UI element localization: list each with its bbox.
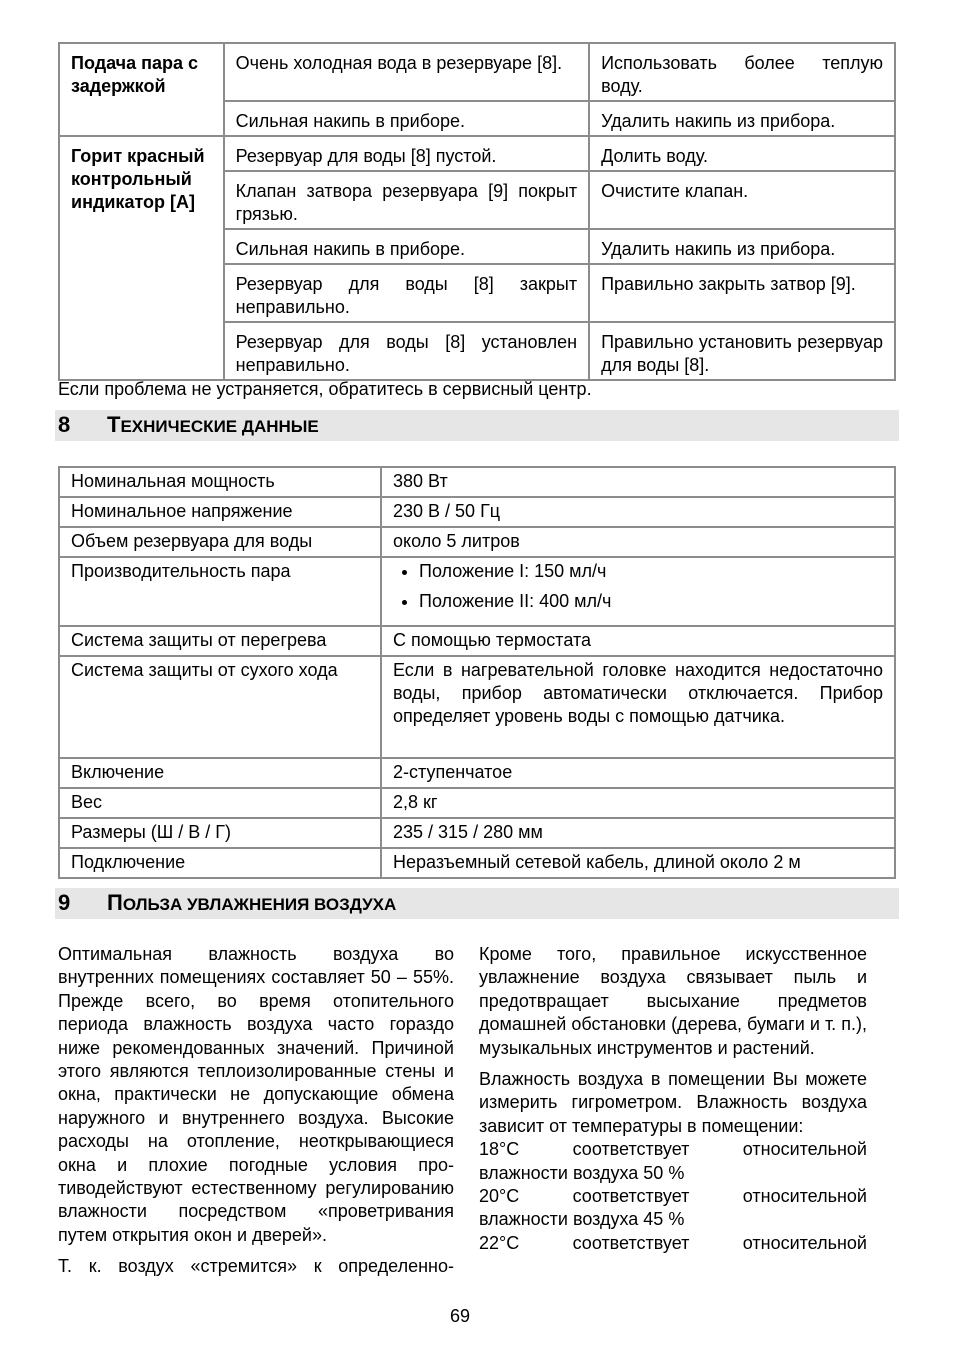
problem-cell: Горит красный контрольный индикатор [A] (59, 136, 224, 380)
table-row (59, 557, 895, 626)
cause-cell: Резервуар для воды [8] закрыт неправильно. (224, 264, 589, 322)
spec-key: Вес (59, 788, 381, 818)
humidity-entry: 20°C соответствует относительной влажности воздуха 45 % (479, 1186, 867, 1230)
section-number: 8 (58, 412, 71, 437)
spec-value: 230 В / 50 Гц (381, 497, 895, 527)
list-item: • Положение II: 400 мл/ч (419, 590, 883, 613)
table-row (59, 527, 895, 557)
fix-cell: Правильно закрыть затвор [9]. (589, 264, 895, 322)
troubleshooting-table (58, 42, 896, 381)
section-title: ПОЛЬЗА УВЛАЖНЕНИЯ ВОЗДУХА (107, 890, 397, 915)
page-number: 69 (449, 1306, 471, 1326)
humidity-entry: 22°C соответствует относительной (479, 1232, 867, 1253)
table-row (59, 43, 895, 101)
table-row (59, 788, 895, 818)
right-column (479, 943, 867, 1255)
spec-key: Система защиты от перегрева (59, 626, 381, 656)
table-row (59, 818, 895, 848)
spec-key: Размеры (Ш / В / Г) (59, 818, 381, 848)
cause-cell: Резервуар для воды [8] пустой. (224, 136, 589, 171)
tech-data-table (58, 466, 896, 879)
paragraph: Т. к. воздух «стремится» к определенно- (58, 1256, 454, 1277)
table-row (59, 136, 895, 171)
paragraph: Оптимальная влажность воздуха во внутренних помещениях составляет 50 – 55%. Прежде всего, во время отопительного периода влажность воздуха часто гораздо ниже рекомендованных значений. Причиной этого являются теплоизолированные стены и окна, практически не допускающие обмена наружного и внутреннего воздуха. Высокие расходы на отопление, неоткрывающиеся окна и плохие погодные условия противодействуют естественному регулированию влажности посредством «проветривания путем открытия окон и дверей». (58, 944, 454, 1245)
cause-cell: Резервуар для воды [8] установлен неправильно. (224, 322, 589, 380)
spec-key: Объем резервуара для воды (59, 527, 381, 557)
table-row (59, 848, 895, 878)
paragraph: Кроме того, правильное искусственное увлажнение воздуха связывает пыль и предотвращает высыхание предметов домашней обстановки (дерева, бумаги и т. п.), музыкальных инструментов и растений. (479, 944, 867, 1058)
cause-cell: Клапан затвора резервуара [9] покрыт грязью. (224, 171, 589, 229)
spec-key: Система защиты от сухого хода (59, 656, 381, 758)
spec-key: Номинальная мощность (59, 467, 381, 497)
fix-cell: Правильно установить резервуар для воды [8]. (589, 322, 895, 380)
cause-cell: Сильная накипь в приборе. (224, 229, 589, 264)
left-column (58, 943, 454, 1287)
fix-cell: Очистите клапан. (589, 171, 895, 229)
table-row (59, 758, 895, 788)
spec-value: 235 / 315 / 280 мм (381, 818, 895, 848)
cause-cell: Очень холодная вода в резервуаре [8]. (224, 43, 589, 101)
spec-value: 380 Вт (381, 467, 895, 497)
section-8-heading (55, 410, 899, 441)
section-title: ТЕХНИЧЕСКИЕ ДАННЫЕ (107, 412, 319, 437)
humidity-entry: 18°C соответствует относительной влажности воздуха 50 % (479, 1139, 867, 1183)
table-row (59, 626, 895, 656)
spec-value: С помощью термостата (381, 626, 895, 656)
cause-cell: Сильная накипь в приборе. (224, 101, 589, 136)
fix-cell: Использовать более теплую воду. (589, 43, 895, 101)
section-9-heading (55, 888, 899, 919)
troubleshooting-note: Если проблема не устраняется, обратитесь в сервисный центр. (58, 379, 592, 399)
table-row (59, 656, 895, 758)
fix-cell: Долить воду. (589, 136, 895, 171)
fix-cell: Удалить накипь из прибора. (589, 229, 895, 264)
spec-key: Производительность пара (59, 557, 381, 626)
spec-key: Подключение (59, 848, 381, 878)
bullet-list (393, 560, 883, 613)
list-item: • Положение I: 150 мл/ч (419, 560, 883, 583)
table-row (59, 467, 895, 497)
spec-value: около 5 литров (381, 527, 895, 557)
problem-cell: Подача пара с задержкой (59, 43, 224, 136)
spec-value: Неразъемный сетевой кабель, длиной около 2 м (381, 848, 895, 878)
section-number: 9 (58, 890, 71, 915)
fix-cell: Удалить накипь из прибора. (589, 101, 895, 136)
spec-value (381, 557, 895, 626)
spec-key: Номинальное напряжение (59, 497, 381, 527)
spec-key: Включение (59, 758, 381, 788)
spec-value: 2,8 кг (381, 788, 895, 818)
spec-value: 2-ступенчатое (381, 758, 895, 788)
paragraph: Влажность воздуха в помещении Вы можете измерить гигрометром. Влажность воздуха зависит от температуры в помещении: (479, 1069, 867, 1136)
spec-value: Если в нагревательной головке находится недостаточно воды, прибор автоматически отключается. Прибор определяет уровень воды с помощью датчика. (381, 656, 895, 758)
table-row (59, 497, 895, 527)
